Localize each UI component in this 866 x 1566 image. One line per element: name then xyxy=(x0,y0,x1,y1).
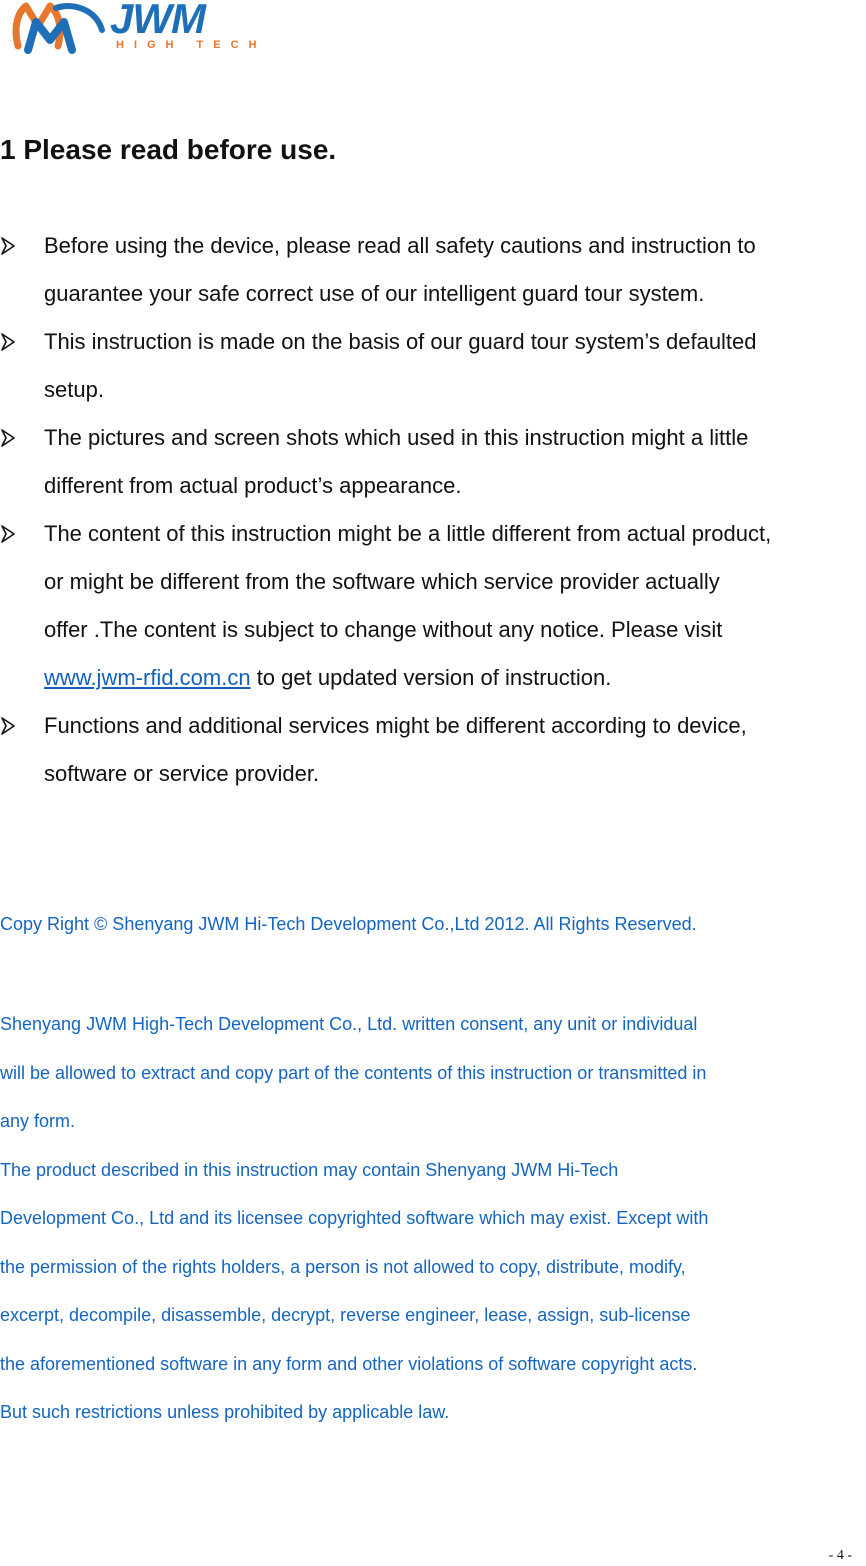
list-item-text: This instruction is made on the basis of our guard tour system’s defaulted xyxy=(44,329,757,354)
copyright-notice: Copy Right © Shenyang JWM Hi-Tech Development Co.,Ltd 2012. All Rights Reserved. xyxy=(0,914,697,934)
legal-line: Development Co., Ltd and its licensee copyrighted software which may exist. Except with xyxy=(0,1208,709,1228)
list-item-text: guarantee your safe correct use of our intelligent guard tour system. xyxy=(44,281,705,306)
list-item xyxy=(0,702,866,798)
list-item xyxy=(0,222,866,318)
list-item-text: The pictures and screen shots which used in this instruction might a little xyxy=(44,425,749,450)
jwm-logo-icon xyxy=(12,0,108,58)
list-item-text: to get updated version of instruction. xyxy=(250,665,612,690)
legal-line: any form. xyxy=(0,1111,76,1131)
list-item-text: The content of this instruction might be a little different from actual product, xyxy=(44,521,772,546)
legal-line: the permission of the rights holders, a person is not allowed to copy, distribute, modify, xyxy=(0,1256,686,1277)
list-item xyxy=(0,318,866,414)
list-item-text-with-link xyxy=(44,654,866,702)
logo-tagline: HIGH TECH xyxy=(116,39,267,51)
legal-line: The product described in this instruction may contain Shenyang JWM Hi-Tech xyxy=(0,1159,619,1180)
section-heading: 1 Please read before use. xyxy=(0,134,337,165)
arrow-bullet-icon xyxy=(0,318,18,366)
list-item-text: software or service provider. xyxy=(44,761,320,786)
instruction-list xyxy=(0,222,866,798)
company-logo xyxy=(12,0,267,58)
list-item-text: offer .The content is subject to change without any notice. Please visit xyxy=(44,617,723,642)
arrow-bullet-icon xyxy=(0,414,18,462)
list-item-text: Before using the device, please read all safety cautions and instruction to xyxy=(44,233,756,258)
legal-line: But such restrictions unless prohibited by applicable law. xyxy=(0,1402,450,1422)
legal-line: will be allowed to extract and copy part of the contents of this instruction or transmitted in xyxy=(0,1062,707,1083)
list-item-text: setup. xyxy=(44,377,104,402)
legal-notice xyxy=(0,1010,708,1447)
arrow-bullet-icon xyxy=(0,702,18,750)
list-item xyxy=(0,510,866,702)
arrow-bullet-icon xyxy=(0,222,18,270)
list-item-text: or might be different from the software which service provider actually xyxy=(44,569,720,594)
list-item-text: different from actual product’s appearance. xyxy=(44,473,462,498)
logo-wordmark: JWM xyxy=(110,0,205,42)
website-link[interactable]: www.jwm-rfid.com.cn xyxy=(44,665,251,690)
legal-line: the aforementioned software in any form and other violations of software copyright acts. xyxy=(0,1353,698,1374)
page-number: - 4 - xyxy=(828,1548,852,1563)
legal-line: Shenyang JWM High-Tech Development Co., Ltd. written consent, any unit or individual xyxy=(0,1014,698,1034)
legal-line: excerpt, decompile, disassemble, decrypt, reverse engineer, lease, assign, sub-license xyxy=(0,1305,691,1325)
list-item-text: Functions and additional services might be different according to device, xyxy=(44,713,747,738)
list-item xyxy=(0,414,866,510)
arrow-bullet-icon xyxy=(0,510,18,558)
